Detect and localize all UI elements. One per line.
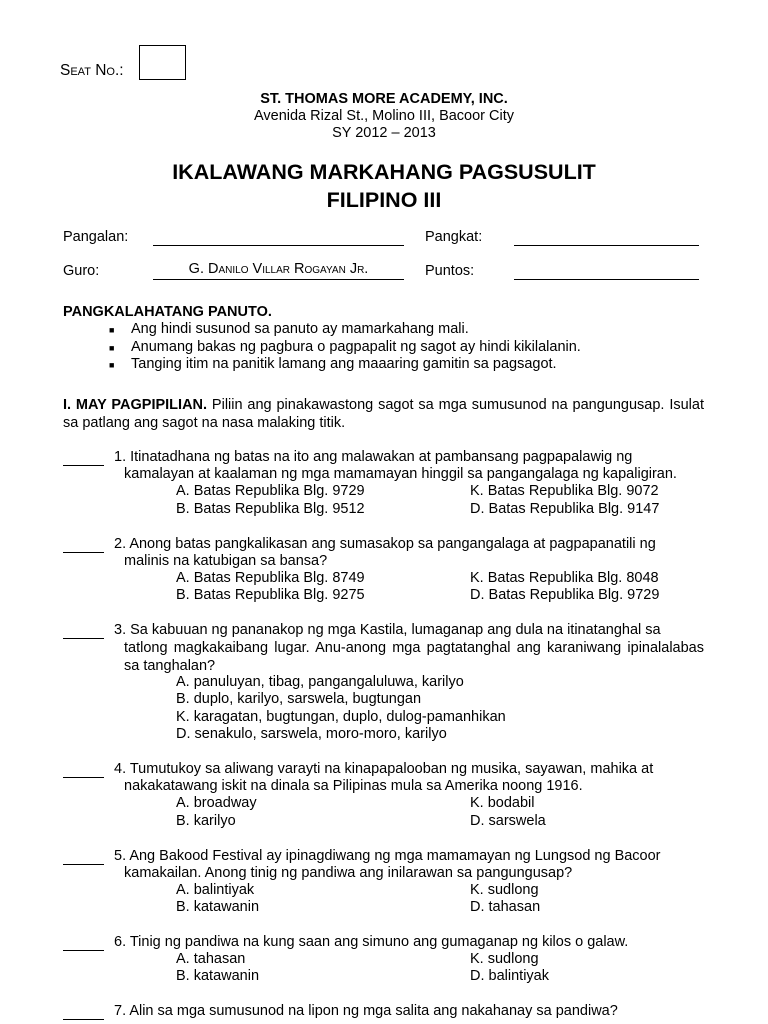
teacher-name: G. Danilo Villar Rogayan Jr. [188, 261, 369, 277]
answer-blank[interactable] [63, 934, 104, 951]
choice-option: B. duplo, karilyo, sarswela, bugtungan [176, 691, 422, 707]
question-text-cont: malinis na katubigan sa bansa? [124, 553, 328, 569]
answer-blank[interactable] [63, 848, 104, 865]
choice-option: K. Batas Republika Blg. 8048 [470, 570, 659, 586]
choice-option: D. sarswela [470, 813, 546, 829]
choice-option: K. Batas Republika Blg. 9072 [470, 483, 659, 499]
question-text-cont: tatlong magkakaibang lugar. Anu-anong mga pagtatanghal ang karaniwang ipinalalabas sa tanghalan? [124, 640, 704, 674]
choice-option: D. Batas Republika Blg. 9147 [470, 501, 660, 517]
name-label: Pangalan: [63, 229, 129, 245]
choice-option: B. katawanin [176, 968, 260, 984]
question-text-cont: kamakailan. Anong tinig ng pandiwa ang inilarawan sa pangungusap? [124, 865, 573, 881]
choice-option: A. Batas Republika Blg. 8749 [176, 570, 365, 586]
instruction-item: Tanging itim na panitik lamang ang maaaring gamitin sa pagsagot. [131, 356, 557, 372]
bullet-icon: ■ [109, 325, 115, 335]
choice-option: D. senakulo, sarswela, moro-moro, karilyo [176, 726, 447, 742]
question-text: 3. Sa kabuuan ng pananakop ng mga Kastila, lumaganap ang dula na itinatanghal sa [114, 622, 661, 638]
choice-option: A. Batas Republika Blg. 9729 [176, 483, 365, 499]
seat-number-label: Seat No.: [60, 62, 124, 79]
section-blank[interactable] [514, 229, 699, 246]
answer-blank[interactable] [63, 1003, 104, 1020]
question-text-cont: kamalayan at kaalaman ng mga mamamayan hinggil sa pangangalaga ng kapaligiran. [124, 466, 677, 482]
section-intro [63, 397, 704, 432]
school-year: SY 2012 – 2013 [332, 125, 436, 141]
choice-option: B. katawanin [176, 899, 260, 915]
choice-option: D. Batas Republika Blg. 9729 [470, 587, 660, 603]
choice-option: B. Batas Republika Blg. 9275 [176, 587, 365, 603]
bullet-icon: ■ [109, 343, 115, 353]
choice-option: K. sudlong [470, 882, 539, 898]
choice-option: B. karilyo [176, 813, 236, 829]
exam-subject: FILIPINO III [326, 188, 442, 212]
choice-option: A. tahasan [176, 951, 246, 967]
exam-title: IKALAWANG MARKAHANG PAGSUSULIT [172, 160, 596, 184]
section-label: Pangkat: [425, 229, 483, 245]
choice-option: B. Batas Republika Blg. 9512 [176, 501, 365, 517]
instruction-item: Ang hindi susunod sa panuto ay mamarkahang mali. [131, 321, 469, 337]
choice-option: K. bodabil [470, 795, 535, 811]
question-text-cont: nakakatawang iskit na dinala sa Pilipinas mula sa Amerika noong 1916. [124, 778, 583, 794]
name-blank[interactable] [153, 229, 404, 246]
school-address: Avenida Rizal St., Molino III, Bacoor City [253, 108, 515, 124]
question-text: 1. Itinatadhana ng batas na ito ang malawakan at pambansang pagpapalawig ng [114, 449, 633, 465]
answer-blank[interactable] [63, 536, 104, 553]
choice-option: A. panuluyan, tibag, pangangaluluwa, karilyo [176, 674, 464, 690]
question-text: 7. Alin sa mga sumusunod na lipon ng mga salita ang nakahanay sa pandiwa? [114, 1003, 618, 1019]
question-text: 2. Anong batas pangkalikasan ang sumasakop sa pangangalaga at pagpapanatili ng [114, 536, 656, 552]
instructions-heading: PANGKALAHATANG PANUTO. [63, 304, 272, 320]
answer-blank[interactable] [63, 761, 104, 778]
section-title: I. MAY PAGPIPILIAN. [63, 397, 208, 413]
choice-option: K. karagatan, bugtungan, duplo, dulog-pamanhikan [176, 709, 506, 725]
choice-option: A. balintiyak [176, 882, 255, 898]
answer-blank[interactable] [63, 449, 104, 466]
question-text: 4. Tumutukoy sa aliwang varayti na kinapapalooban ng musika, sayawan, mahika at [114, 761, 654, 777]
score-blank[interactable] [514, 263, 699, 280]
bullet-icon: ■ [109, 360, 115, 370]
choice-option: D. tahasan [470, 899, 541, 915]
answer-blank[interactable] [63, 622, 104, 639]
question-text: 6. Tinig ng pandiwa na kung saan ang simuno ang gumaganap ng kilos o galaw. [114, 934, 629, 950]
teacher-label: Guro: [63, 263, 100, 279]
section-directions: Piliin ang pinakawastong sagot sa mga sumusunod na pangungusap. Isulat sa patlang ang sagot na nasa malaking titik. [63, 397, 704, 431]
seat-number-box[interactable] [139, 45, 186, 80]
score-label: Puntos: [425, 263, 475, 279]
choice-option: A. broadway [176, 795, 257, 811]
choice-option: D. balintiyak [470, 968, 549, 984]
instruction-item: Anumang bakas ng pagbura o pagpapalit ng sagot ay hindi kikilalanin. [131, 339, 581, 355]
school-name: ST. THOMAS MORE ACADEMY, INC. [260, 91, 508, 107]
choice-option: K. sudlong [470, 951, 539, 967]
question-text: 5. Ang Bakood Festival ay ipinagdiwang ng mga mamamayan ng Lungsod ng Bacoor [114, 848, 661, 864]
